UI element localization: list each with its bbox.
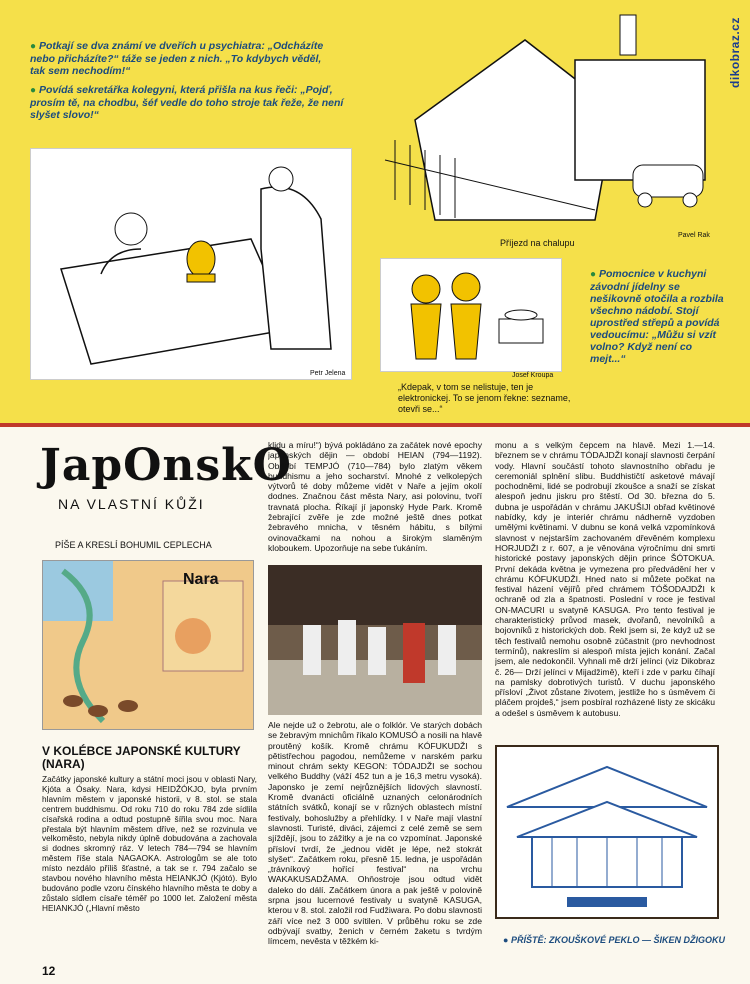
cartoon-caption-2: ● Povídá sekretářka kolegyni, která přišla na kus řeči: „Pojď, prosím tě, na chodbu, šéf vedle do toho stroje tak řeže, že není slyšet slovo!“ <box>30 84 344 121</box>
temple-sketch <box>495 745 719 919</box>
credit-jelena: Petr Jelena <box>310 370 346 377</box>
section-heading: V KOLÉBCE JAPONSKÉ KULTURY (NARA) <box>42 744 241 771</box>
credit-kroupa: Josef Kroupa <box>512 372 554 379</box>
credit-rak: Pavel Rak <box>678 232 710 239</box>
cartoon-caption-3: ● Pomocnice v kuchyni závodní jídelny se nešikovně otočila a rozbila všechno nádobí. Stojí uprostřed střepů a povídá vedoucímu: „Můžu si vzít volno? Když není co mejt...“ <box>590 268 724 365</box>
article-logo-title: JapOnskO <box>40 440 292 491</box>
cartoon-office-drawing <box>30 148 352 380</box>
bullet-icon: ● <box>503 935 509 945</box>
article-author: PÍŠE A KRESLÍ BOHUMIL CEPLECHA <box>55 540 212 550</box>
bullet-icon: ● <box>30 41 37 52</box>
nara-map-illustration <box>42 560 254 730</box>
article-column-1: Začátky japonské kultury a státní moci jsou v oblasti Nary, Kjóta a Ósaky. Nara, kdysi HEIDŽÓKJO, byla prvním hlavním městem v japonské historii, v 8. stol. se stala centrem buddhismu. Od roku 710 do roku 784 zde sídlila císařská rodina a odtud postupně šířila svou moc. Nara přestala být hlavním městem dříve, než se rozvinula ve velkoměsto, nebyla nikdy úplně dobudována a zachovala si dodnes skromný ráz. V letech 784—794 se hlavním městem říše stala NAGAOKA. Astrologům se ale toto místo nezdálo příliš šťastné, a tak se r. 794 začalo se stavbou nového hlavního města HEIANKJÓ (Kjótó). Bylo budováno podle vzoru čínského hlavního města te doby a zůstalo sídlem císaře téměř po 1000 let. Založení města HEIANKJÓ („Hlavní město <box>42 775 257 913</box>
house-caption: Příjezd na chalupu <box>500 238 575 248</box>
article-column-2-bottom: Ale nejde už o žebrotu, ale o folklór. Ve starých dobách se žebravým mnichům říkalo KOMUSÓ a nosili na hlavě proutěný košík. Kromě chrámu KÓFUKUDŽI s pětistřechou pagodou, nemůžeme v narském parku minout chrám sekty KEGON: TÓDAJDŽI se sochou velkého Buddhy (váží 452 tun a je 16,3 metru vysoká). Japonsko je zemí nejrůznějších lidových slavností. Kromě dvanácti oficiálně uznaných celonárodních státních svátků, konají se v různých oblastech místní festivaly, bohoslužby a přehlídky. I v Naře mají vlastní slavnosti. Turisté, diváci, zájemci z celé země se sem sjíždějí, jsou to zážitky a je na co vzpomínat. Japonské přísloví tvrdí, že „jednou vidět je lépe, než stokrát slyšet“. Začátkem roku, přesně 15. ledna, je uspořádán „trávníkový hořící festival“ na vrchu WAKAKUSADŽAMA. Ohňostroje jsou odtud vidět daleko do dálí. Začátkem února a pak ještě v polovině srpna jsou lucernové festivaly u svatyně KASUGA, kterou v 8. stol. založil rod Fudžiwara. Po dobu slavnosti září více než 3 000 svítilen. V průběhu roku se zde odbývají svatby, ženich v černém žaketu s tvrdým límcem, nevěsta v těžkém ki- <box>268 720 482 947</box>
page-number: 12 <box>42 964 56 978</box>
next-issue-teaser: ● PŘÍŠTĚ: ZKOUŠKOVÉ PEKLO — ŠIKEN DŽIGOKU <box>503 935 725 945</box>
phone-caption: „Kdepak, v tom se nelistuje, ten je elektronickej. To se jenom řekne: sezname, otevři se...“ <box>398 382 571 414</box>
site-brand: dikobraz.cz <box>728 17 742 88</box>
map-drawing <box>43 561 253 729</box>
article-logo-subtitle: NA VLASTNÍ KŮŽI <box>58 496 205 512</box>
festival-photo-drawing <box>268 565 482 715</box>
bullet-icon: ● <box>30 85 37 96</box>
cartoon-phone-drawing <box>380 258 562 372</box>
cartoon-house-drawing <box>375 0 720 240</box>
article-column-2-top: klidu a míru!“) bývá pokládáno za začátek nové epochy japonských dějin — období HEIAN (794—1192). Období TEMPJÓ (710—784) bylo zlatým věkem buddhismu a jeho socharství. Mnohé z velkolepých výtvorů té doby můžeme vidět v Naře a jejím okolí dodnes. Značnou část města Nary, asi polovinu, tvoří travnatá plocha. Říkají jí japonský Hyde Park. Kromě žebrající zvěře je zde možné ještě dnes potkat žebravého mnicha, v těsném hábitu, s bílými ovinovačkami na nohou a širokým slaměným kloboukem. Upozorňuje na sebe ťukáním. <box>268 440 482 553</box>
festival-photo <box>268 565 482 715</box>
bullet-icon: ● <box>590 269 597 280</box>
cartoon-caption-1: ● Potkají se dva známí ve dveřích u psychiatra: „Odcházíte nebo přicházíte?“ táže se jeden z nich. „To kdybych věděl, tak sem nechodím!“ <box>30 40 324 77</box>
article-column-3: monu a s velkým čepcem na hlavě. Mezi 1.—14. březnem se v chrámu TÓDAJDŽI konají slavnosti čerpání vody. Hlavní součástí tohoto slavnostního obřadu je ceremoniál splnění slibu. Buddhističtí asketové mávají pochodněmi, lidé se podrobují zkoušce a snaží se získat alespoň jednu jiskru pro štěstí. Od 30. března do 5. dubna je uspořádán v chrámu JAKUŠIJI obřad květinové nabídky, kdy je interiér chrámu nádherně vyzdoben umělými květinami. V dubnu se koná velká vzpomínková slavnost v nejstarším zachovaném dřevěném komplexu HORJUDŽI z r. 607, a je věnována výročnímu dni smrti historické postavy japonských dějin prince ŠÓTOKUA. První dekáda května je vymezena pro předvádění her v chrámu KÓFUKUDŽI. Hned nato si můžete počkat na festival házení vějířů před chrámem TÓŠODAJDŽI k ochraně od zla a špatnosti. Poslední v roce je festival ON-MACURI u svatyně KASUGA. Pro tento festival je charakteristický průvod masek, dvořanů, nevolníků a bojovníků z historických dob. Řekl jsem si, že když už se těch festivalů nemohu osobně zúčastnit (pro nevhodnost termínů), nakreslím si alespoň místa jejich konání. Začal jsem, ale nedokončil. Vyhnali mě drží jelínci (viz Dikobraz č. 26— Drží jelínci v Mijadžimě), kteří i zde v parku číhají na pamlsky dobrotivých turistů. V duchu japonského přísloví „Život zůstane životem, jestliže ho s úsměvem či pláčem projdeš,“ jsem posbíral rozházené listy ze skicáku a odešel s úsměvem k autobusu. <box>495 440 715 718</box>
map-label: Nara <box>183 571 219 588</box>
